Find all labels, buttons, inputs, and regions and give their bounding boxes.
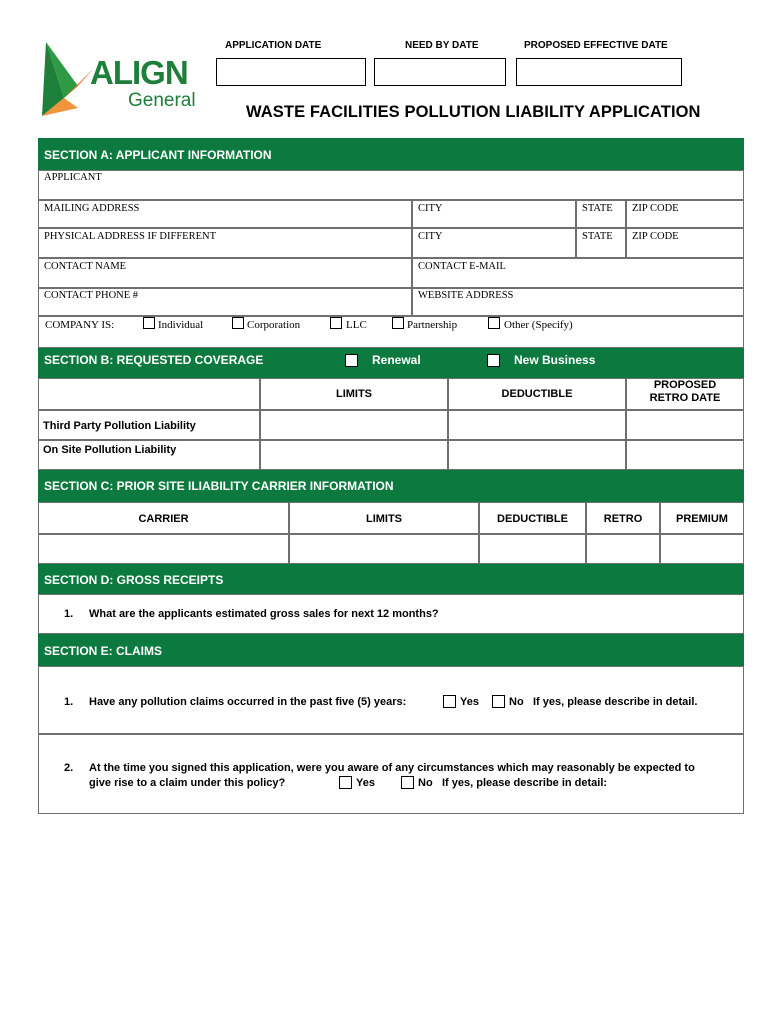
physical-city-field[interactable] xyxy=(412,228,576,258)
proposed-retro-header xyxy=(626,378,744,410)
mailing-city-field[interactable] xyxy=(412,200,576,228)
company-is-label: COMPANY IS: xyxy=(45,319,115,331)
new-business-label: New Business xyxy=(514,353,596,367)
claims-q2-no-label: No xyxy=(418,777,433,789)
corporation-label: Corporation xyxy=(247,319,301,331)
renewal-label: Renewal xyxy=(372,353,421,367)
third-party-label: Third Party Pollution Liability xyxy=(43,420,196,432)
claims-q2-number: 2. xyxy=(64,762,74,774)
physical-address-label: PHYSICAL ADDRESS IF DIFFERENT xyxy=(44,231,217,242)
proposed-effective-date-label: PROPOSED EFFECTIVE DATE xyxy=(524,40,668,51)
section-d-header xyxy=(38,564,744,594)
gross-receipts-row[interactable] xyxy=(38,594,744,634)
proposed-retro-line1: PROPOSED xyxy=(653,379,717,391)
third-party-retro-field[interactable] xyxy=(626,410,744,440)
on-site-deductible-field[interactable] xyxy=(448,440,626,470)
section-b-title: SECTION B: REQUESTED COVERAGE xyxy=(44,353,264,367)
mailing-address-label: MAILING ADDRESS xyxy=(44,203,140,214)
contact-email-label: CONTACT E-MAIL xyxy=(418,261,506,272)
individual-label: Individual xyxy=(158,319,204,331)
on-site-retro-field[interactable] xyxy=(626,440,744,470)
deductible-header xyxy=(448,378,626,410)
gross-question-text: What are the applicants estimated gross sales for next 12 months? xyxy=(89,608,439,620)
on-site-limits-field[interactable] xyxy=(260,440,448,470)
individual-checkbox[interactable] xyxy=(143,317,155,329)
section-e-title: SECTION E: CLAIMS xyxy=(44,644,163,658)
mailing-zip-field[interactable] xyxy=(626,200,744,228)
claims-q2-no-checkbox[interactable] xyxy=(401,776,414,789)
claims-q1-number: 1. xyxy=(64,696,74,708)
claims-q1-detail: If yes, please describe in detail. xyxy=(533,696,698,708)
zip-label: ZIP CODE xyxy=(632,203,679,214)
deductible-header-label: DEDUCTIBLE xyxy=(501,388,573,400)
claims-question-1-row xyxy=(38,666,744,734)
claims-q1-no-checkbox[interactable] xyxy=(492,695,505,708)
corporation-checkbox[interactable] xyxy=(232,317,244,329)
claims-q1-text: Have any pollution claims occurred in the past five (5) years: xyxy=(89,696,407,708)
need-by-date-label: NEED BY DATE xyxy=(405,40,479,51)
proposed-retro-line2: RETRO DATE xyxy=(649,392,721,404)
carrier-field[interactable] xyxy=(38,534,289,564)
llc-checkbox[interactable] xyxy=(330,317,342,329)
other-checkbox[interactable] xyxy=(488,317,500,329)
renewal-checkbox[interactable] xyxy=(345,354,358,367)
logo-sub: General xyxy=(128,90,196,111)
claims-q1-no-label: No xyxy=(509,696,524,708)
city-label: CITY xyxy=(418,231,443,242)
website-field[interactable] xyxy=(412,288,744,316)
contact-phone-field[interactable] xyxy=(38,288,412,316)
claims-q2-detail: If yes, please describe in detail: xyxy=(442,777,608,789)
physical-state-field[interactable] xyxy=(576,228,626,258)
prior-limits-header xyxy=(289,502,479,534)
website-label: WEBSITE ADDRESS xyxy=(418,290,514,301)
claims-q2-text-line2: give rise to a claim under this policy? xyxy=(89,777,286,789)
section-d-title: SECTION D: GROSS RECEIPTS xyxy=(44,573,224,587)
contact-phone-label: CONTACT PHONE # xyxy=(44,290,139,301)
proposed-effective-date-field[interactable] xyxy=(516,58,682,86)
application-date-label: APPLICATION DATE xyxy=(225,40,322,51)
third-party-limits-field[interactable] xyxy=(260,410,448,440)
claims-q2-yes-label: Yes xyxy=(356,777,375,789)
section-b-header xyxy=(38,348,744,378)
contact-name-field[interactable] xyxy=(38,258,412,288)
retro-field[interactable] xyxy=(586,534,660,564)
coverage-blank-header xyxy=(38,378,260,410)
applicant-field[interactable] xyxy=(38,170,744,200)
claims-q2-yes-checkbox[interactable] xyxy=(339,776,352,789)
prior-deductible-field[interactable] xyxy=(479,534,586,564)
mailing-address-field[interactable] xyxy=(38,200,412,228)
section-a-header xyxy=(38,138,744,170)
new-business-checkbox[interactable] xyxy=(487,354,500,367)
application-date-field[interactable] xyxy=(216,58,366,86)
premium-field[interactable] xyxy=(660,534,744,564)
prior-limits-header-label: LIMITS xyxy=(365,513,403,525)
need-by-date-field[interactable] xyxy=(374,58,506,86)
carrier-header xyxy=(38,502,289,534)
state-label: STATE xyxy=(582,203,613,214)
applicant-label: APPLICANT xyxy=(44,172,102,183)
prior-deductible-header-label: DEDUCTIBLE xyxy=(497,513,568,525)
retro-header-label: RETRO xyxy=(603,513,643,525)
section-c-header xyxy=(38,470,744,502)
contact-name-label: CONTACT NAME xyxy=(44,261,127,272)
state-label: STATE xyxy=(582,231,613,242)
physical-zip-field[interactable] xyxy=(626,228,744,258)
city-label: CITY xyxy=(418,203,443,214)
prior-deductible-header xyxy=(479,502,586,534)
on-site-label: On Site Pollution Liability xyxy=(43,444,177,456)
other-label: Other (Specify) xyxy=(504,319,573,331)
partnership-label: Partnership xyxy=(407,319,458,331)
limits-header xyxy=(260,378,448,410)
carrier-header-label: CARRIER xyxy=(138,513,189,525)
claims-q1-yes-checkbox[interactable] xyxy=(443,695,456,708)
section-e-header xyxy=(38,634,744,666)
claims-q2-text-line1: At the time you signed this application, were you aware of any circumstances which may reasonably be expected to xyxy=(89,762,695,774)
partnership-checkbox[interactable] xyxy=(392,317,404,329)
page-title: WASTE FACILITIES POLLUTION LIABILITY APPLICATION xyxy=(246,103,701,121)
logo-mark-icon xyxy=(38,38,98,120)
premium-header xyxy=(660,502,744,534)
section-c-title: SECTION C: PRIOR SITE ILIABILITY CARRIER INFORMATION xyxy=(44,479,394,493)
company-logo xyxy=(38,38,213,120)
section-a-title: SECTION A: APPLICANT INFORMATION xyxy=(44,148,272,162)
contact-email-field[interactable] xyxy=(412,258,744,288)
limits-header-label: LIMITS xyxy=(335,388,373,400)
premium-header-label: PREMIUM xyxy=(676,513,728,525)
zip-label: ZIP CODE xyxy=(632,231,679,242)
table-row xyxy=(38,410,260,440)
logo-brand: ALIGN xyxy=(90,54,188,91)
retro-header xyxy=(586,502,660,534)
llc-label: LLC xyxy=(346,319,367,331)
prior-limits-field[interactable] xyxy=(289,534,479,564)
claims-q1-yes-label: Yes xyxy=(460,696,479,708)
physical-address-field[interactable] xyxy=(38,228,412,258)
third-party-deductible-field[interactable] xyxy=(448,410,626,440)
gross-question-number: 1. xyxy=(64,608,74,620)
table-row xyxy=(38,440,260,470)
mailing-state-field[interactable] xyxy=(576,200,626,228)
claims-question-2-row xyxy=(38,734,744,814)
